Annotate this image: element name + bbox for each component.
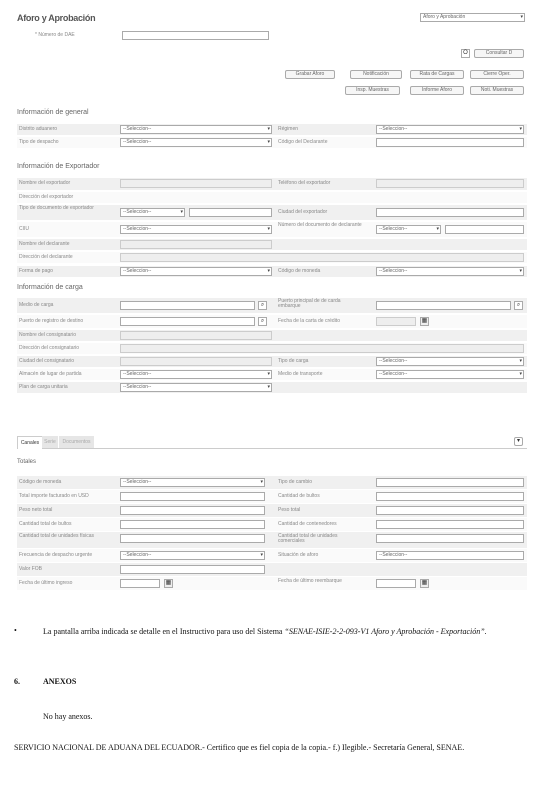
- exporter-name-label: Nombre del exportador: [19, 180, 71, 186]
- chevron-down-icon: ▾: [519, 268, 522, 274]
- exporter-row: [17, 192, 527, 203]
- chevron-down-icon: ▾: [267, 226, 270, 232]
- warehouse-value: --Seleccion--: [123, 371, 152, 377]
- totals-label: Cantidad de contenedores: [278, 521, 337, 527]
- totals-input[interactable]: [120, 492, 265, 501]
- section-totals-title: Totales: [17, 459, 37, 465]
- doc-paragraph: [43, 626, 523, 637]
- cargo-type-select[interactable]: [376, 357, 524, 366]
- totals-label: Peso total: [278, 507, 301, 513]
- cargo-row: [17, 382, 527, 393]
- credit-letter-date-label: Fecha de la carta de crédito: [278, 318, 340, 324]
- section-title: ANEXOS: [43, 677, 77, 686]
- loading-port-label: Puerto principal de de carda embarque: [278, 298, 341, 309]
- chevron-down-icon: ▾: [267, 139, 270, 145]
- consignee-name-label: Nombre del consignatario: [19, 332, 76, 338]
- district-value: --Seleccion--: [123, 126, 152, 132]
- calendar-icon[interactable]: ▦: [421, 318, 428, 324]
- totals-label: Fecha de último ingreso: [19, 580, 73, 586]
- totals-input[interactable]: [376, 579, 416, 588]
- totals-label: Cantidad total de bultos: [19, 521, 72, 527]
- totals-label: Cantidad total de unidades físicas: [19, 533, 95, 539]
- consignee-address-label: Dirección del consignatario: [19, 345, 80, 351]
- dae-input[interactable]: [122, 31, 269, 40]
- totals-label: Código de moneda: [19, 479, 62, 485]
- unit-load-select[interactable]: [120, 383, 272, 392]
- dispatch-type-value: --Seleccion--: [123, 139, 152, 145]
- unit-load-value: --Seleccion--: [123, 384, 152, 390]
- totals-label: Peso neto total: [19, 507, 53, 513]
- doc-paragraph-ref: “SENAE-ISIE-2-2-093-V1 Aforo y Aprobación - Exportación”.: [284, 627, 487, 636]
- transport-medium-label: Medio de transporte: [278, 371, 323, 377]
- cargo-medium-input[interactable]: [120, 301, 255, 310]
- dispatch-type-select[interactable]: [120, 138, 272, 147]
- totals-input[interactable]: [120, 565, 265, 574]
- detail-tabs: [17, 436, 527, 449]
- search-icon[interactable]: ⌕: [258, 301, 267, 310]
- ciiu-select[interactable]: [120, 225, 272, 234]
- totals-label: Fecha de último reembarque: [278, 578, 342, 584]
- destination-port-label: Puerto de registro de destino: [19, 318, 84, 324]
- declarant-address-input[interactable]: [120, 253, 524, 262]
- regime-label: Régimen: [278, 126, 299, 132]
- doc-type-label: Tipo de documento de exportador: [19, 205, 94, 211]
- form-title: Aforo y Aprobación: [17, 13, 96, 23]
- currency-value: --Seleccion--: [379, 268, 408, 274]
- cargo-row: [17, 330, 527, 341]
- chevron-down-icon: ▾: [436, 226, 439, 232]
- exporter-city-label: Ciudad del exportador: [278, 209, 328, 215]
- unit-load-label: Plan de carga unitaria: [19, 384, 68, 390]
- chevron-down-icon: ▾: [519, 126, 522, 132]
- totals-label: Tipo de cambio: [278, 479, 312, 485]
- totals-input[interactable]: [120, 506, 265, 515]
- totals-label: Cantidad de bultos: [278, 493, 320, 499]
- totals-input[interactable]: [120, 520, 265, 529]
- totals-label: Total importe facturado en USD: [19, 493, 89, 499]
- totals-label: Frecuencia de despacho urgente: [19, 552, 93, 558]
- totals-select-value: --Seleccion--: [123, 552, 152, 558]
- warehouse-select[interactable]: [120, 370, 272, 379]
- declarant-doc-label: Número del documento de declarante: [278, 222, 362, 228]
- declarant-address-label: Dirección del declarante: [19, 254, 73, 260]
- declarant-name-label: Nombre del declarante: [19, 241, 70, 247]
- chevron-down-icon: ▾: [267, 268, 270, 274]
- doc-paragraph-text: La pantalla arriba indicada se detalle en el Instructivo para uso del Sistema: [43, 627, 283, 636]
- currency-select[interactable]: [376, 267, 524, 276]
- bullet: •: [14, 626, 17, 635]
- district-select[interactable]: [120, 125, 272, 134]
- exporter-row: [17, 239, 527, 250]
- transport-medium-value: --Seleccion--: [379, 371, 408, 377]
- cargo-row: [17, 315, 527, 328]
- totals-label: Situación de aforo: [278, 552, 319, 558]
- calendar-icon[interactable]: ▦: [421, 580, 428, 586]
- chevron-down-icon: ▾: [519, 358, 522, 364]
- consignee-address-input[interactable]: [120, 344, 524, 353]
- declarant-name-input[interactable]: [120, 240, 272, 249]
- totals-select-value: --Seleccion--: [379, 552, 408, 558]
- collapse-icon[interactable]: ▾: [514, 437, 523, 446]
- refresh-icon[interactable]: O: [461, 49, 470, 58]
- no-annex-text: No hay anexos.: [43, 712, 93, 721]
- declarant-doc-input[interactable]: [445, 225, 524, 234]
- chevron-down-icon: ▾: [260, 552, 263, 558]
- consignee-city-label: Ciudad del consignatario: [19, 358, 75, 364]
- transport-medium-select[interactable]: [376, 370, 524, 379]
- totals-input[interactable]: [376, 520, 524, 529]
- section-number: 6.: [14, 677, 20, 686]
- totals-input[interactable]: [376, 534, 524, 543]
- totals-label: Cantidad total de unidades comerciales: [278, 533, 338, 544]
- chevron-down-icon: ▾: [260, 479, 263, 485]
- exporter-phone-label: Teléfono del exportador: [278, 180, 331, 186]
- totals-input[interactable]: [376, 492, 524, 501]
- credit-letter-date-input[interactable]: [376, 317, 416, 326]
- consult-button[interactable]: Consultar D: [474, 49, 524, 58]
- action-button[interactable]: Rata de Cargas: [410, 70, 464, 79]
- action-button[interactable]: Grabar Aforo: [285, 70, 335, 79]
- chevron-down-icon: ▾: [267, 126, 270, 132]
- dispatch-type-label: Tipo de despacho: [19, 139, 59, 145]
- payment-label: Forma de pago: [19, 268, 53, 274]
- warehouse-label: Almacén de lugar de partida: [19, 371, 82, 377]
- payment-select[interactable]: [120, 267, 272, 276]
- cargo-type-value: --Seleccion--: [379, 358, 408, 364]
- action-button[interactable]: Notificación: [350, 70, 402, 79]
- regime-value: --Seleccion--: [379, 126, 408, 132]
- exporter-name-input[interactable]: [120, 179, 272, 188]
- search-icon[interactable]: ⌕: [258, 317, 267, 326]
- totals-input[interactable]: [376, 506, 524, 515]
- ciiu-label: CIIU: [19, 226, 29, 232]
- action-button[interactable]: Cierre Oper.: [470, 70, 524, 79]
- totals-select-value: --Seleccion--: [123, 479, 152, 485]
- chevron-down-icon: ▾: [520, 14, 523, 20]
- ciiu-value: --Seleccion--: [123, 226, 152, 232]
- exporter-address-label: Dirección del exportador: [19, 194, 74, 200]
- payment-value: --Seleccion--: [123, 268, 152, 274]
- district-label: Distrito aduanero: [19, 126, 58, 132]
- destination-port-input[interactable]: [120, 317, 255, 326]
- totals-input[interactable]: [376, 478, 524, 487]
- action-button[interactable]: Insp. Muestras: [345, 86, 400, 95]
- declarant-code-input[interactable]: [376, 138, 524, 147]
- chevron-down-icon: ▾: [180, 209, 183, 215]
- mode-select[interactable]: [420, 13, 525, 22]
- consignee-city-input[interactable]: [120, 357, 272, 366]
- consignee-name-input[interactable]: [120, 331, 272, 340]
- declarant-code-label: Código del Declarante: [278, 139, 328, 145]
- cargo-type-label: Tipo de carga: [278, 358, 309, 364]
- currency-label: Código de moneda: [278, 268, 321, 274]
- totals-row: [17, 577, 527, 590]
- declarant-doc-select[interactable]: [376, 225, 441, 234]
- tab-canales[interactable]: Canales: [17, 436, 43, 449]
- calendar-icon[interactable]: ▦: [165, 580, 172, 586]
- chevron-down-icon: ▾: [267, 384, 270, 390]
- cargo-medium-label: Medio de carga: [19, 302, 54, 308]
- mode-select-value: Aforo y Aprobación: [423, 14, 466, 20]
- totals-input[interactable]: [120, 534, 265, 543]
- totals-label: Valor FOB: [19, 566, 42, 572]
- doc-number-input[interactable]: [189, 208, 272, 217]
- totals-row: [17, 563, 527, 576]
- declarant-doc-value: --Seleccion--: [379, 226, 408, 232]
- tab-documentos[interactable]: Documentos: [59, 436, 94, 448]
- section-exporter-title: Información de Exportador: [17, 163, 100, 170]
- totals-select[interactable]: [120, 478, 265, 487]
- exporter-phone-input[interactable]: [376, 179, 524, 188]
- doc-type-select[interactable]: [120, 208, 185, 217]
- totals-input[interactable]: [120, 579, 160, 588]
- action-button[interactable]: Noti. Muestras: [470, 86, 524, 95]
- certification-footer: SERVICIO NACIONAL DE ADUANA DEL ECUADOR.- Certifico que es fiel copia de la copia.- f.) Ilegible.- Secretaría General, SENAE.: [14, 743, 465, 752]
- chevron-down-icon: ▾: [519, 371, 522, 377]
- doc-type-value: --Seleccion--: [123, 209, 152, 215]
- exporter-city-input[interactable]: [376, 208, 524, 217]
- tab-serie[interactable]: Serie: [42, 436, 58, 448]
- search-icon[interactable]: ⌕: [514, 301, 523, 310]
- loading-port-input[interactable]: [376, 301, 511, 310]
- regime-select[interactable]: [376, 125, 524, 134]
- dae-label: * Número de DAE: [35, 32, 75, 38]
- section-general-title: Información de general: [17, 109, 89, 116]
- totals-select[interactable]: [376, 551, 524, 560]
- totals-select[interactable]: [120, 551, 265, 560]
- action-button[interactable]: Informe Aforo: [410, 86, 464, 95]
- chevron-down-icon: ▾: [267, 371, 270, 377]
- section-cargo-title: Información de carga: [17, 284, 83, 291]
